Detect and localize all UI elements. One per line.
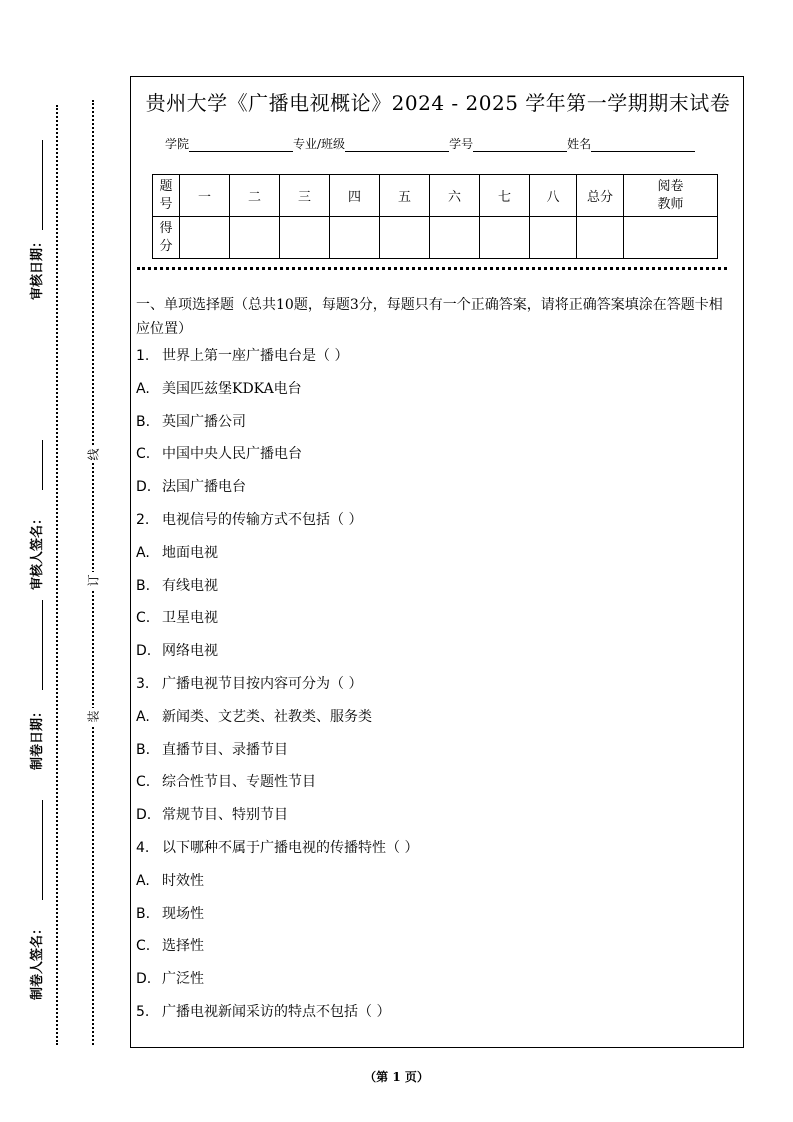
question-stem	[136, 1001, 390, 1021]
answer-option[interactable]	[136, 443, 302, 463]
make-date-line	[42, 600, 43, 690]
option-text: 卫星电视	[162, 610, 218, 627]
score-cell[interactable]	[480, 217, 530, 259]
option-key: A.	[136, 380, 150, 397]
review-date-text: 审核日期：	[30, 234, 45, 300]
score-cell[interactable]	[380, 217, 430, 259]
score-table	[152, 174, 718, 259]
student-id-label: 学号	[449, 137, 474, 151]
name-label: 姓名	[567, 137, 592, 151]
score-cell[interactable]	[430, 217, 480, 259]
option-key: A.	[136, 708, 150, 725]
question-stem	[136, 509, 362, 529]
section-heading: 一、单项选择题（总共10题，每题3分，每题只有一个正确答案，请将正确答案填涂在答题卡相应位置）	[136, 297, 723, 337]
option-key: D.	[136, 643, 152, 660]
score-cell[interactable]	[330, 217, 380, 259]
option-text: 地面电视	[162, 544, 218, 561]
answer-option[interactable]	[136, 575, 218, 595]
question-stem	[136, 837, 418, 857]
college-field[interactable]	[189, 139, 293, 152]
option-key: C.	[136, 446, 151, 463]
major-class-label: 专业/班级	[293, 137, 346, 151]
answer-option[interactable]	[136, 706, 372, 726]
answer-option[interactable]	[136, 771, 316, 791]
major-class-field[interactable]	[345, 139, 449, 152]
maker-sign-text: 制卷人签名：	[30, 921, 45, 1000]
col-header: 四	[330, 175, 380, 217]
option-key: A.	[136, 544, 150, 561]
col-header: 三	[280, 175, 330, 217]
exam-paper	[130, 76, 744, 1048]
option-text: 常规节目、特别节目	[162, 807, 288, 824]
option-text: 美国匹兹堡KDKA电台	[162, 380, 302, 397]
answer-option[interactable]	[136, 476, 246, 496]
answer-option[interactable]	[136, 870, 204, 890]
total-header: 总分	[577, 175, 624, 217]
option-text: 时效性	[162, 872, 204, 889]
option-key: B.	[136, 413, 151, 430]
option-key: D.	[136, 807, 152, 824]
total-score-cell[interactable]	[577, 217, 624, 259]
question-text: 广播电视节目按内容可分为（ ）	[162, 676, 363, 692]
binding-char-order: 订	[86, 572, 100, 589]
grader-header: 阅卷 教师	[624, 175, 718, 217]
answer-option[interactable]	[136, 804, 288, 824]
option-text: 直播节目、录播节目	[162, 741, 288, 758]
reviewer-sign-line	[42, 440, 43, 490]
option-text: 选择性	[162, 938, 204, 955]
answer-option[interactable]	[136, 968, 204, 988]
option-text: 综合性节目、专题性节目	[162, 774, 316, 791]
option-text: 英国广播公司	[162, 413, 246, 430]
binding-char-line: 线	[86, 446, 100, 463]
score-cell[interactable]	[530, 217, 577, 259]
college-label: 学院	[165, 137, 190, 151]
option-text: 广泛性	[162, 971, 204, 988]
question-text: 世界上第一座广播电台是（ ）	[162, 348, 349, 364]
grader-cell[interactable]	[624, 217, 718, 259]
option-text: 现场性	[162, 905, 204, 922]
question-text: 以下哪种不属于广播电视的传播特性（ ）	[162, 840, 419, 856]
col-header: 七	[480, 175, 530, 217]
exam-title: 贵州大学《广播电视概论》2024 - 2025 学年第一学期期末试卷	[145, 91, 731, 115]
review-date-line	[42, 140, 43, 230]
answer-option[interactable]	[136, 411, 246, 431]
question-number: 5.	[136, 1004, 150, 1020]
answer-option[interactable]	[136, 378, 302, 398]
col-header: 五	[380, 175, 430, 217]
option-key: D.	[136, 971, 152, 988]
question-number: 2.	[136, 512, 150, 528]
option-text: 中国中央人民广播电台	[162, 446, 302, 463]
reviewer-sign-text: 审核人签名：	[30, 511, 45, 590]
answer-option[interactable]	[136, 935, 204, 955]
answer-option[interactable]	[136, 903, 204, 923]
score-cell[interactable]	[230, 217, 280, 259]
name-field[interactable]	[591, 139, 695, 152]
question-stem	[136, 673, 362, 693]
page-number: （第 1 页）	[364, 1070, 429, 1084]
option-key: C.	[136, 938, 151, 955]
answer-option[interactable]	[136, 542, 218, 562]
dotted-separator	[137, 267, 727, 270]
col-header: 六	[430, 175, 480, 217]
answer-option[interactable]	[136, 739, 288, 759]
option-key: B.	[136, 905, 151, 922]
outer-dotted-line	[56, 105, 58, 1045]
option-key: B.	[136, 741, 151, 758]
question-stem	[136, 345, 348, 365]
option-key: D.	[136, 479, 152, 496]
question-number: 4.	[136, 840, 150, 856]
option-text: 有线电视	[162, 577, 218, 594]
review-date-label	[18, 234, 58, 420]
maker-sign-label	[18, 910, 58, 1090]
question-text: 电视信号的传输方式不包括（ ）	[162, 512, 363, 528]
answer-option[interactable]	[136, 607, 218, 627]
question-number-header: 题 号	[153, 175, 180, 217]
question-number: 1.	[136, 348, 150, 364]
option-text: 网络电视	[162, 643, 218, 660]
option-text: 新闻类、文艺类、社教类、服务类	[162, 708, 372, 725]
student-info-row	[165, 135, 695, 152]
score-cell[interactable]	[180, 217, 230, 259]
option-text: 法国广播电台	[162, 479, 246, 496]
option-key: C.	[136, 774, 151, 791]
answer-option[interactable]	[136, 640, 218, 660]
binding-char-install: 装	[86, 708, 100, 725]
maker-sign-line	[42, 800, 43, 900]
question-number: 3.	[136, 676, 150, 692]
col-header: 二	[230, 175, 280, 217]
reviewer-sign-label	[18, 470, 58, 650]
score-row-header: 得 分	[153, 217, 180, 259]
make-date-label	[18, 700, 58, 880]
option-key: A.	[136, 872, 150, 889]
student-id-field[interactable]	[473, 139, 567, 152]
option-key: C.	[136, 610, 151, 627]
score-cell[interactable]	[280, 217, 330, 259]
make-date-text: 制卷日期：	[30, 704, 45, 770]
question-text: 广播电视新闻采访的特点不包括（ ）	[162, 1004, 391, 1020]
option-key: B.	[136, 577, 151, 594]
col-header: 八	[530, 175, 577, 217]
col-header: 一	[180, 175, 230, 217]
